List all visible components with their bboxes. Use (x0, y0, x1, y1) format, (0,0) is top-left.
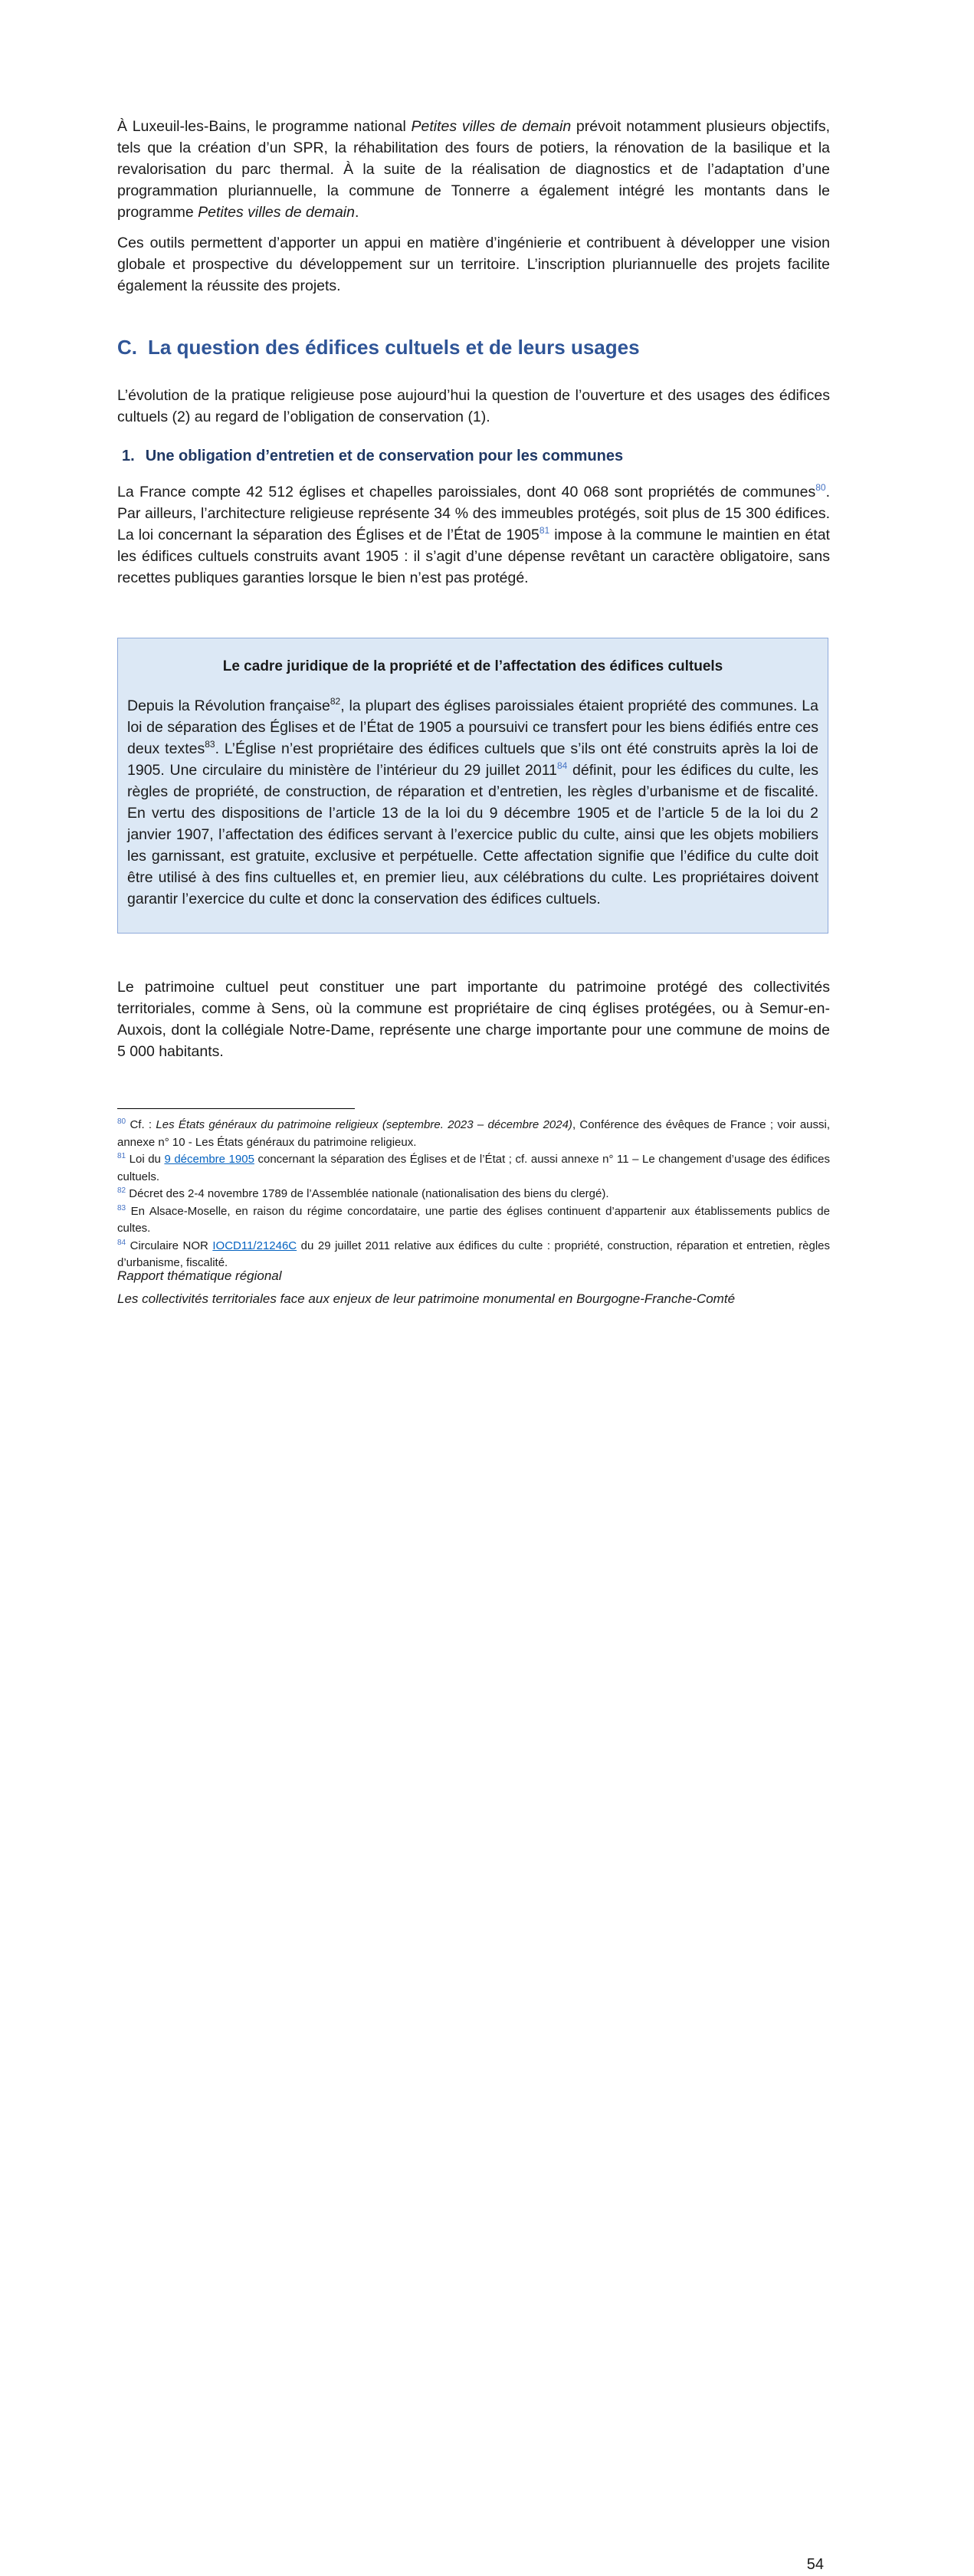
text-run: Décret des 2-4 novembre 1789 de l’Assemblée nationale (nationalisation des biens du clergé). (126, 1187, 609, 1200)
footnote-number: 84 (117, 1238, 126, 1247)
footnote-number: 83 (117, 1203, 126, 1213)
text-run: Circulaire NOR (126, 1239, 213, 1252)
footnote-80 (117, 1117, 830, 1151)
paragraph-patrimoine-cultuel: Le patrimoine cultuel peut constituer une part importante du patrimoine protégé des collectivités territoriales, comme à Sens, où la commune est propriétaire de cinq églises protégées, ou à Semur-en-Auxois, dont la collégiale Notre-Dame, représente une charge importante pour une commune de moins de 5 000 habitants. (117, 979, 830, 1060)
text-run: définit, pour les édifices du culte, les règles de propriété, de construction, de réparation et d’entretien, les règles d’urbanisme et de fiscalité. En vertu des dispositions de l’article 13 de la loi du 9 décembre 1905 et de l’article 5 de la loi du 2 janvier 1907, l’affectation des édifices servant à l’exercice public du culte, ainsi que les objets mobiliers les garnissant, est gratuite, exclusive et perpétuelle. Cette affectation signifie que l’édifice du culte doit être utilisé à des fins cultuelles et, en premier lieu, aux célébrations du culte. Les propriétaires doivent garantir l’exercice du culte et donc la conservation des édifices cultuels. (127, 762, 818, 907)
text-run: , Conférence des évêques de France ; voir aussi, annexe n° 10 - Les États généraux du patrimoine religieux. (117, 1118, 831, 1149)
text-run: . Par ailleurs, l’architecture religieuse représente 34 % des immeubles protégés, soit plus de 15 300 édifices. La loi concernant la séparation des Églises et de l’État de 1905 (117, 484, 830, 543)
footnote-number: 81 (117, 1152, 126, 1160)
program-name-italic: Petites villes de demain (198, 204, 355, 221)
text-run: concernant la séparation des Églises et de l’État ; cf. aussi annexe n° 11 – Le changement d’usage des édifices cultuels. (117, 1153, 830, 1183)
paragraph-evolution: L’évolution de la pratique religieuse pose aujourd’hui la question de l’ouverture et des usages des édifices cultuels (2) au regard de l’obligation de conservation (1). (117, 387, 830, 425)
footnote-82 (117, 1186, 830, 1203)
paragraph-luxeuil (117, 116, 830, 223)
circular-link[interactable]: IOCD11/21246C (212, 1239, 297, 1252)
footnote-81 (117, 1151, 830, 1186)
footnote-separator (117, 1108, 355, 1109)
footnote-ref-81[interactable]: 81 (539, 525, 550, 536)
text-run: En Alsace-Moselle, en raison du régime concordataire, une partie des églises continuent d’appartenir aux établissements publics de cultes. (117, 1204, 830, 1235)
section-title: La question des édifices cultuels et de leurs usages (148, 336, 640, 359)
box-title: Le cadre juridique de la propriété et de l’affectation des édifices cultuels (222, 658, 723, 674)
text-run: À Luxeuil-les-Bains, le programme national (117, 118, 412, 135)
law-link[interactable]: 9 décembre 1905 (164, 1153, 254, 1166)
text-run: impose à la commune le maintien en état les édifices cultuels construits avant 1905 : il s’agit d’une dépense revêtant un caractère obligatoire, sans recettes publiques garanties lorsque le bien n’est pas protégé. (117, 527, 830, 586)
report-title: Les collectivités territoriales face aux enjeux de leur patrimoine monumental en Bourgogne-Franche-Comté (117, 1291, 736, 1306)
cited-title: Les États généraux du patrimoine religieux (septembre. 2023 – décembre 2024) (156, 1118, 572, 1131)
footnote-number: 82 (117, 1186, 126, 1195)
program-name-italic: Petites villes de demain (411, 118, 572, 135)
section-number: C. (117, 336, 137, 359)
footnotes (117, 1117, 830, 1272)
footnote-ref-84[interactable]: 84 (556, 760, 568, 771)
footnote-83 (117, 1203, 830, 1238)
report-type: Rapport thématique régional (117, 1268, 282, 1283)
footnote-ref-83[interactable]: 83 (205, 739, 215, 750)
text-run: Loi du (126, 1153, 165, 1166)
text-run: du 29 juillet 2011 relative aux édifices du culte : propriété, construction, réparation et entretien, règles d’urbanisme, fiscalité. (117, 1239, 830, 1269)
text-run: . L’Église n’est propriétaire des édifices cultuels que s’ils ont été construits après la loi de 1905. Une circulaire du ministère de l’intérieur du 29 juillet 2011 (127, 740, 818, 779)
subsection-title: Une obligation d’entretien et de conservation pour les communes (145, 448, 624, 464)
subsection-number: 1. (122, 448, 135, 464)
footnote-ref-80[interactable]: 80 (815, 482, 826, 493)
text-run: . (354, 204, 359, 221)
text-run: , la plupart des églises paroissiales étaient propriété des communes. La loi de séparation des Églises et de l’État de 1905 a poursuivi ce transfert pour les biens édifiés entre ces deux textes (127, 697, 818, 757)
text-run: Cf. : (126, 1118, 156, 1131)
paragraph-eglises (117, 481, 830, 589)
section-heading-c (117, 336, 640, 359)
paragraph-outils: Ces outils permettent d’apporter un appui en matière d’ingénierie et contribuent à développer une vision globale et prospective du développement sur un territoire. L’inscription pluriannuelle des projets facilite également la réussite des projets. (117, 235, 830, 294)
page-footer (117, 1265, 830, 2573)
text-run: La France compte 42 512 églises et chapelles paroissiales, dont 40 068 sont propriétés de communes (117, 484, 816, 500)
footnote-number: 80 (117, 1117, 126, 1126)
footnote-ref-82[interactable]: 82 (330, 696, 341, 707)
subsection-heading-1 (122, 448, 623, 465)
legal-framework-box (117, 638, 828, 934)
box-paragraph (127, 695, 818, 910)
page-number: 54 (806, 2556, 824, 2573)
text-run: prévoit notamment plusieurs objectifs, tels que la création d’un SPR, la réhabilitation des fours de potiers, la rénovation de la basilique et la revalorisation du parc thermal. À la suite de la réalisation de diagnostics et de l’adaptation d’une programmation pluriannuelle, la commune de Tonnerre a également intégré les montants dans le programme (117, 118, 830, 221)
text-run: Depuis la Révolution française (127, 697, 330, 714)
